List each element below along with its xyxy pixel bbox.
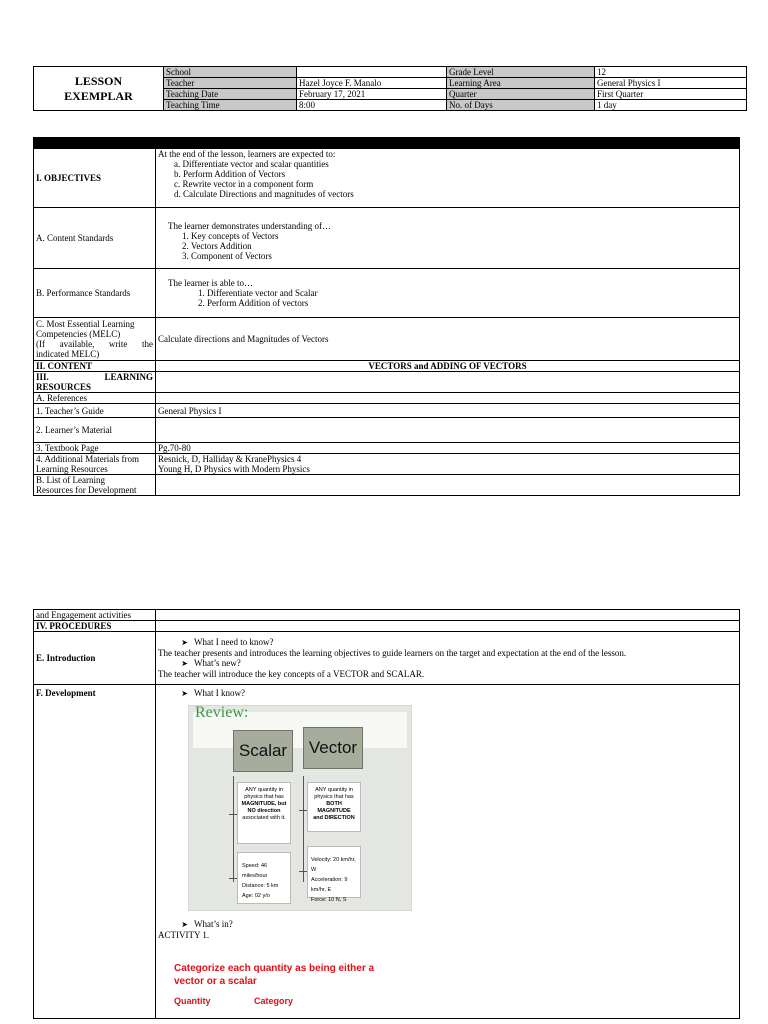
performance-standard-item: 1. Differentiate vector and Scalar [198, 288, 318, 298]
grade-level-label: Grade Level [447, 67, 595, 78]
objective-item: c. Rewrite vector in a component form [174, 179, 314, 189]
additional-materials-label: 4. Additional Materials from Learning Resources [34, 454, 156, 475]
scalar-heading: Scalar [233, 730, 293, 772]
introduction-content [156, 632, 740, 685]
school-value [297, 67, 447, 78]
performance-standards-content [156, 269, 740, 318]
category-column-header: Category [254, 996, 294, 1006]
teacher-value: Hazel Joyce F. Manalo [297, 78, 447, 89]
development-label: F. Development [34, 685, 156, 1019]
introduction-label: E. Introduction [34, 632, 156, 685]
introduction-text-1: The teacher presents and introduces the learning objectives to guide learners on the target and expectation at the end of the lesson. [158, 648, 627, 658]
school-label: School [164, 67, 297, 78]
learners-material-label: 2. Learner’s Material [34, 418, 156, 443]
teaching-time-value: 8:00 [297, 100, 447, 111]
no-of-days-value: 1 day [595, 100, 747, 111]
performance-standards-label: B. Performance Standards [34, 269, 156, 318]
additional-materials-value: Resnick, D, Halliday & KranePhysics 4 Young H, D Physics with Modern Physics [156, 454, 740, 475]
scalar-definition: ANY quantity in physics that has MAGNITUDE, but NO direction associated with it. [237, 782, 291, 844]
whats-in: What’s in? [194, 919, 233, 929]
scalar-examples: Speed: 46 miles/hour Distance: 5 km Age: 02 y/o [237, 852, 291, 904]
quarter-label: Quarter [447, 89, 595, 100]
content-standards-label: A. Content Standards [34, 208, 156, 269]
content-standard-item: 3. Component of Vectors [182, 251, 272, 261]
black-header-row [34, 138, 740, 149]
objectives-intro: At the end of the lesson, learners are expected to: [158, 149, 336, 159]
objective-item: b. Perform Addition of Vectors [174, 169, 286, 179]
header-table [33, 66, 747, 111]
learning-resources-label: III. LEARNING RESOURCES [34, 372, 156, 393]
quarter-value: First Quarter [595, 89, 747, 100]
learners-material-value [156, 418, 740, 443]
melc-value: Calculate directions and Magnitudes of Vectors [156, 318, 740, 361]
activity-columns [158, 996, 737, 1006]
vector-examples: Velocity: 20 km/hr, W Acceleration: 9 km/hr, E Force: 10 N, S [307, 846, 361, 898]
arrow-icon: ➤ [181, 920, 188, 929]
arrow-icon: ➤ [181, 659, 188, 668]
vector-heading: Vector [303, 727, 363, 769]
objective-item: d. Calculate Directions and magnitudes of vectors [174, 189, 354, 199]
references-label: A. References [34, 393, 156, 404]
development-content [156, 685, 740, 1019]
what-i-know: What I know? [194, 688, 245, 698]
textbook-page-label: 3. Textbook Page [34, 443, 156, 454]
list-resources-label: B. List of Learning Resources for Development [34, 475, 156, 496]
teacher-label: Teacher [164, 78, 297, 89]
main-table [33, 137, 740, 496]
teaching-date-label: Teaching Date [164, 89, 297, 100]
content-standards-intro: The learner demonstrates understanding of… [168, 221, 331, 231]
lesson-exemplar-title: LESSON EXEMPLAR [34, 67, 164, 111]
content-standard-item: 1. Key concepts of Vectors [182, 231, 279, 241]
vector-definition: ANY quantity in physics that has BOTH MAGNITUDE and DIRECTION [307, 782, 361, 832]
objectives-content [156, 149, 740, 208]
list-resources-value [156, 475, 740, 496]
activity-1-label: ACTIVITY 1. [158, 930, 210, 940]
teaching-date-value: February 17, 2021 [297, 89, 447, 100]
review-title: Review: [195, 704, 249, 721]
procedures-table [33, 609, 740, 1019]
no-of-days-label: No. of Days [447, 100, 595, 111]
learning-resources-value [156, 372, 740, 393]
whats-new: What’s new? [194, 658, 241, 668]
procedures-label: IV. PROCEDURES [34, 621, 156, 632]
learning-area-label: Learning Area [447, 78, 595, 89]
quantity-column-header: Quantity [174, 996, 211, 1006]
teachers-guide-label: 1. Teacher’s Guide [34, 404, 156, 418]
textbook-page-value: Pg.70-80 [156, 443, 740, 454]
arrow-icon: ➤ [181, 689, 188, 698]
objectives-label: I. OBJECTIVES [34, 149, 156, 208]
content-label: II. CONTENT [34, 361, 156, 372]
content-value: VECTORS and ADDING OF VECTORS [156, 361, 740, 372]
objective-item: a. Differentiate vector and scalar quantities [174, 159, 329, 169]
references-value [156, 393, 740, 404]
teachers-guide-value: General Physics I [156, 404, 740, 418]
learning-area-value: General Physics I [595, 78, 747, 89]
teaching-time-label: Teaching Time [164, 100, 297, 111]
grade-level-value: 12 [595, 67, 747, 78]
arrow-icon: ➤ [181, 638, 188, 647]
content-standard-item: 2. Vectors Addition [182, 241, 252, 251]
scalar-vector-review-image [188, 705, 412, 911]
activity-instruction: Categorize each quantity as being either a vector or a scalar [174, 963, 375, 987]
content-standards-content [156, 208, 740, 269]
what-i-need-to-know: What I need to know? [194, 637, 274, 647]
engagement-label: and Engagement activities [34, 610, 156, 621]
performance-standard-item: 2. Perform Addition of vectors [198, 298, 309, 308]
introduction-text-2: The teacher will introduce the key concepts of a VECTOR and SCALAR. [158, 669, 425, 679]
performance-standards-intro: The learner is able to… [168, 278, 253, 288]
melc-label: C. Most Essential Learning Competencies (MELC) (If available, write the indicated MELC) [34, 318, 156, 361]
